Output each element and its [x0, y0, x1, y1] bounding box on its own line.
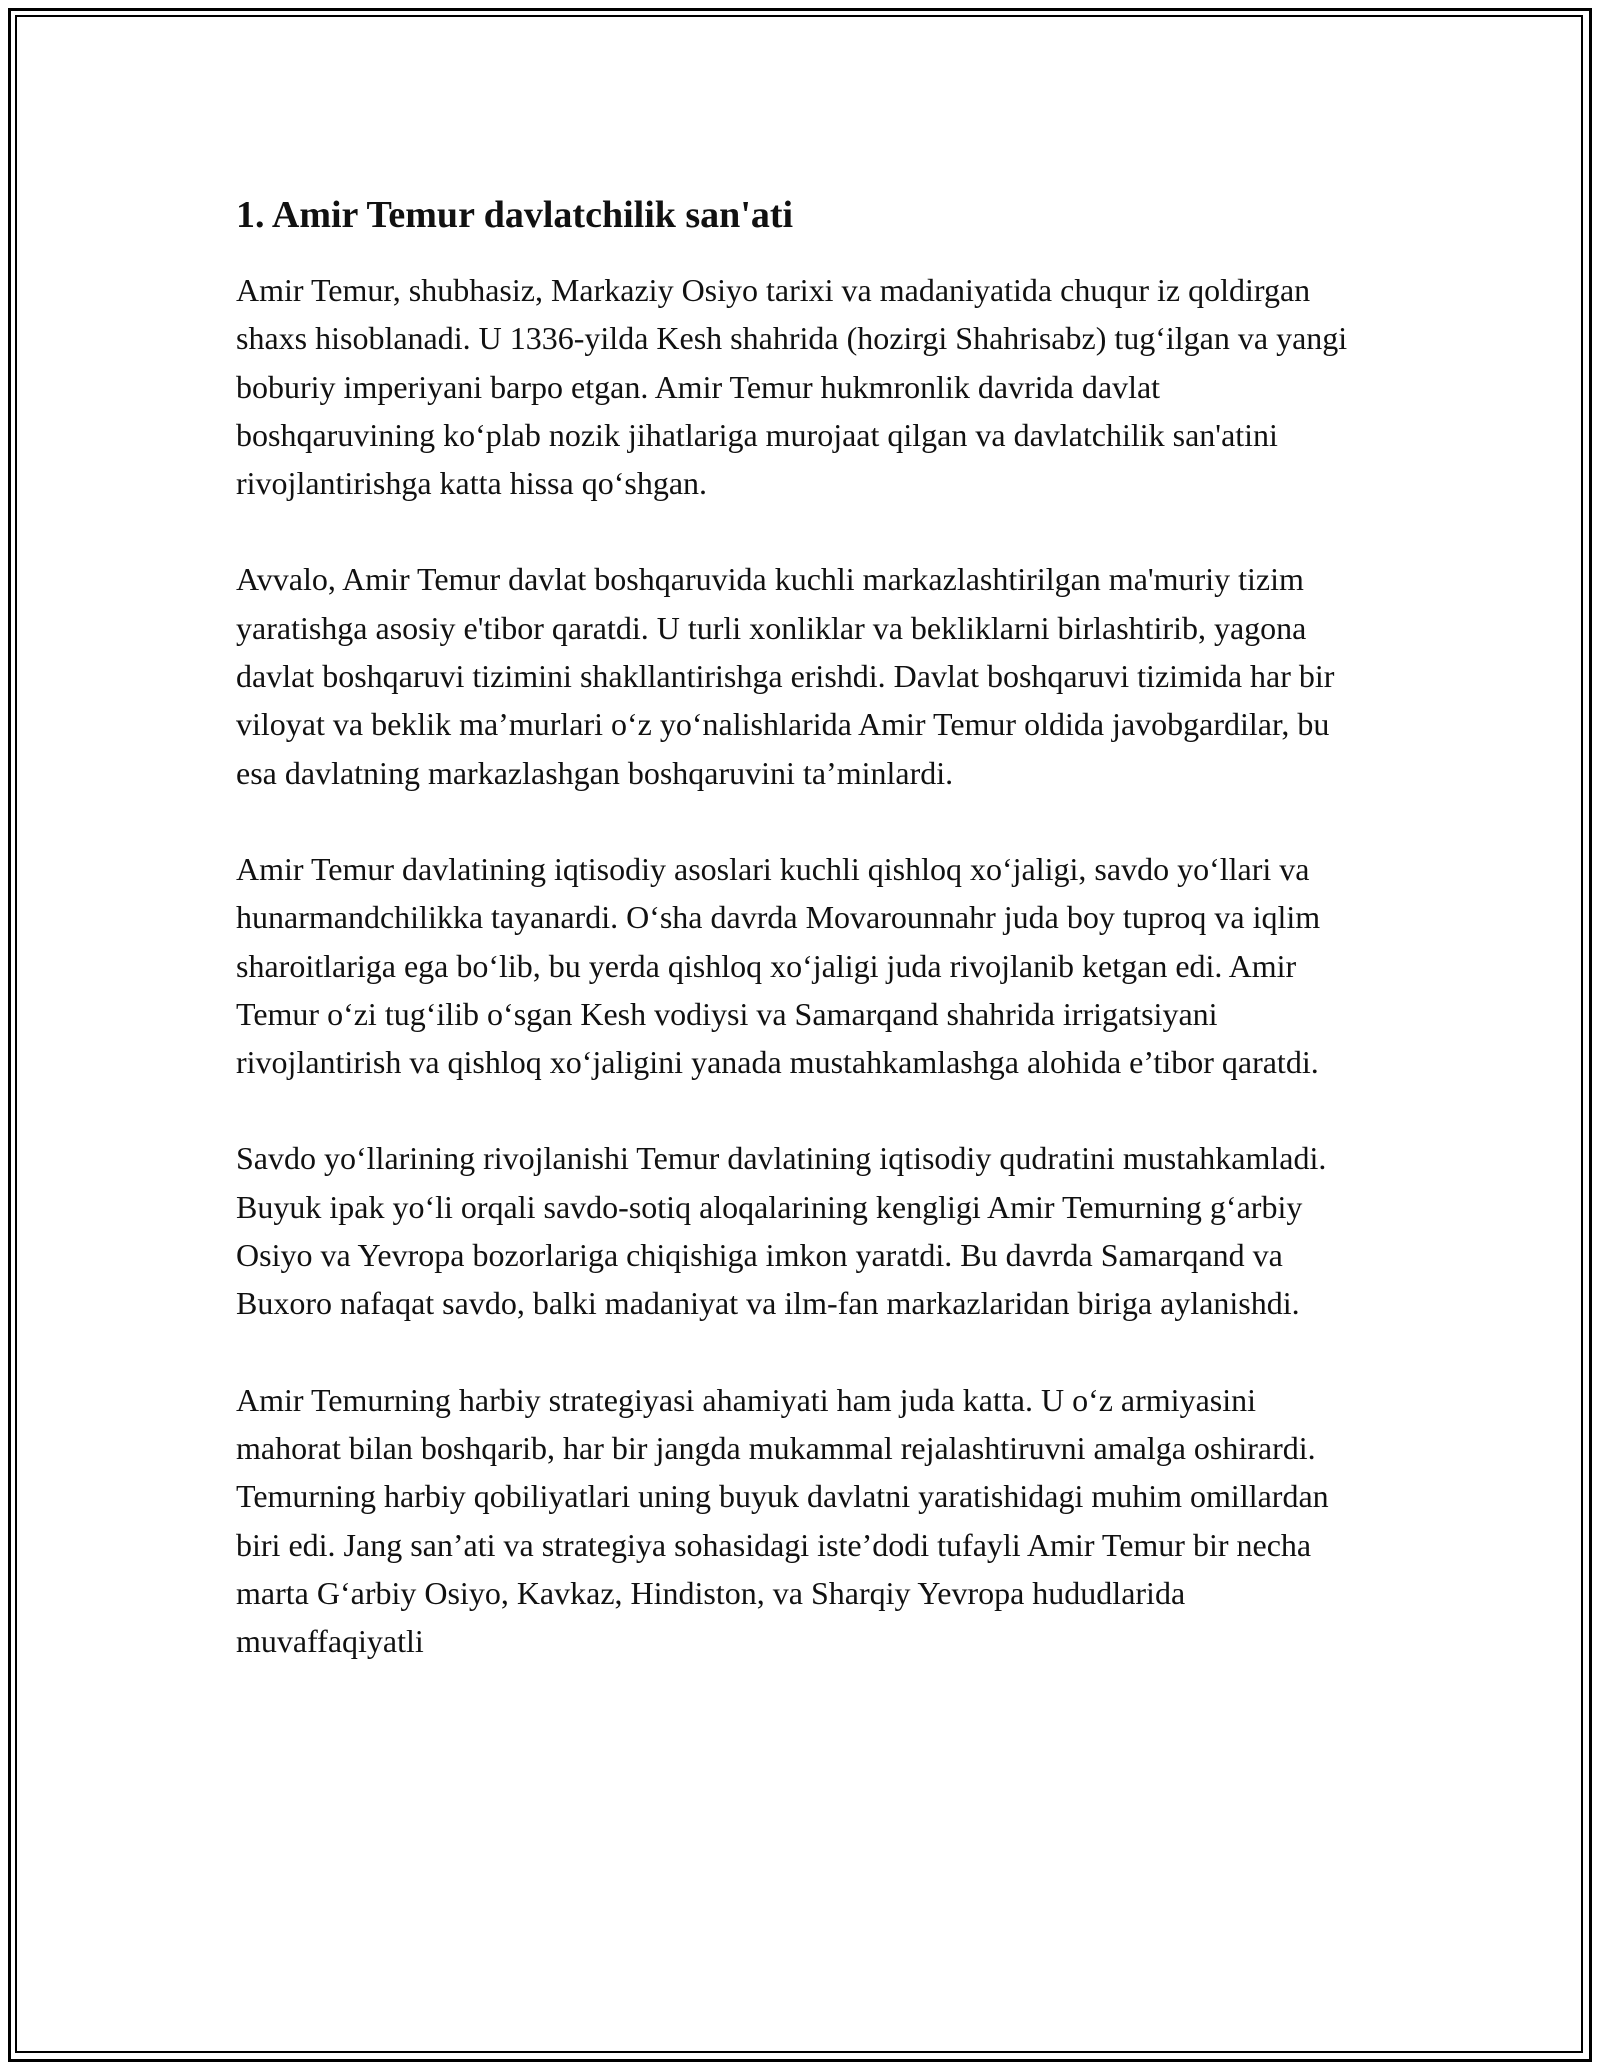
document-body: [236, 190, 1366, 1713]
paragraph-2: Avvalo, Amir Temur davlat boshqaruvida kuchli markazlashtirilgan ma'muriy tizim yaratishga asosiy e'tibor qaratdi. U turli xonliklar va bekliklarni birlashtirib, yagona davlat boshqaruvi tizimini shakllantirishga erishdi. Davlat boshqaruvi tizimida har bir viloyat va beklik ma’murlari o‘z yo‘nalishlarida Amir Temur oldida javobgardilar, bu esa davlatning markazlashgan boshqaruvini ta’minlardi.: [236, 561, 1335, 791]
paragraph-3: Amir Temur davlatining iqtisodiy asoslari kuchli qishloq xo‘jaligi, savdo yo‘llari va hunarmandchilikka tayanardi. O‘sha davrda Movarounnahr juda boy tuproq va iqlim sharoitlariga ega bo‘lib, bu yerda qishloq xo‘jaligi juda rivojlanib ketgan edi. Amir Temur o‘zi tug‘ilib o‘sgan Kesh vodiysi va Samarqand shahrida irrigatsiyani rivojlantirish va qishloq xo‘jaligini yanada mustahkamlashga alohida e’tibor qaratdi.: [236, 850, 1321, 1081]
paragraph-4: Savdo yo‘llarining rivojlanishi Temur davlatining iqtisodiy qudratini mustahkamladi. Buyuk ipak yo‘li orqali savdo-sotiq aloqalarining kengligi Amir Temurning g‘arbiy Osiyo va Yevropa bozorlariga chiqishiga imkon yaratdi. Bu davrda Samarqand va Buxoro nafaqat savdo, balki madaniyat va ilm-fan markazlaridan biriga aylanishdi.: [236, 1140, 1327, 1322]
paragraph-1: Amir Temur, shubhasiz, Markaziy Osiyo tarixi va madaniyatida chuqur iz qoldirgan shaxs hisoblanadi. U 1336-yilda Kesh shahrida (hozirgi Shahrisabz) tug‘ilgan va yangi boburiy imperiyani barpo etgan. Amir Temur hukmronlik davrida davlat boshqaruvining ko‘plab nozik jihatlariga murojaat qilgan va davlatchilik san'atini rivojlantirishga katta hissa qo‘shgan.: [236, 272, 1348, 502]
paragraph-5: Amir Temurning harbiy strategiyasi ahamiyati ham juda katta. U o‘z armiyasini mahorat bilan boshqarib, har bir jangda mukammal rejalashtiruvni amalga oshirardi. Temurning harbiy qobiliyatlari uning buyuk davlatni yaratishidagi muhim omillardan biri edi. Jang san’ati va strategiya sohasidagi iste’dodi tufayli Amir Temur bir necha marta G‘arbiy Osiyo, Kavkaz, Hindiston, va Sharqiy Yevropa hududlarida muvaffaqiyatli: [236, 1381, 1329, 1660]
document-title: 1. Amir Temur davlatchilik san'ati: [236, 194, 794, 236]
